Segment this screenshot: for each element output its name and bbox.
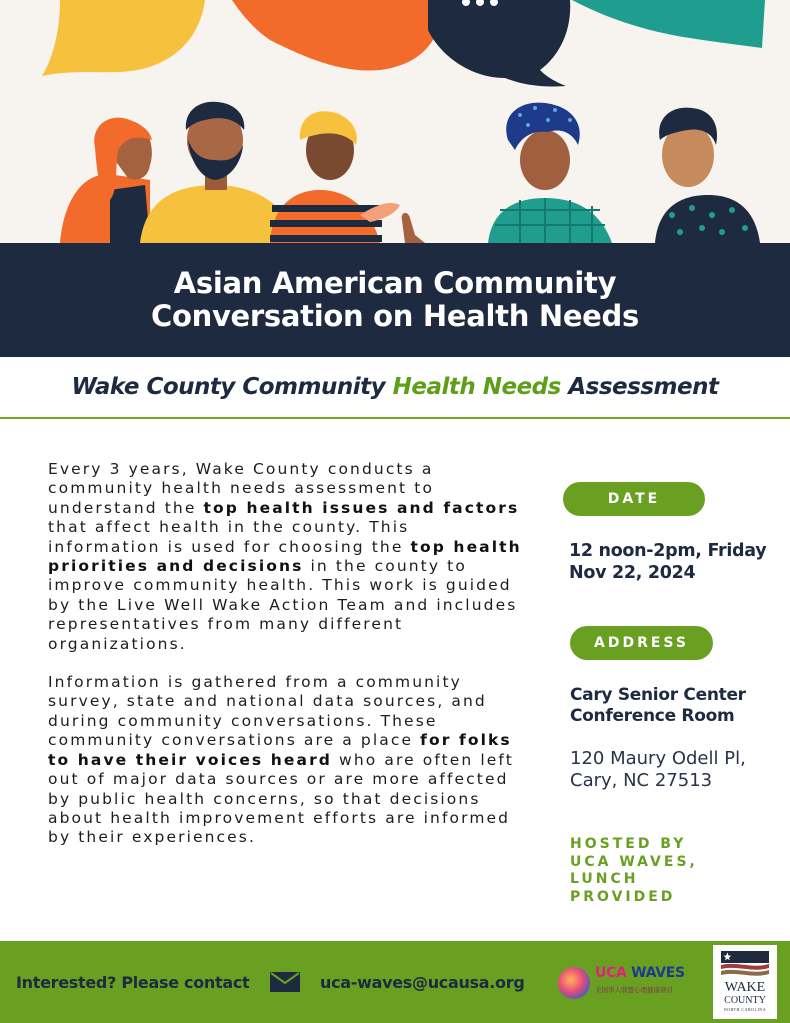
paragraph-1-text: that affect health in the county. This information is used for choosing the (48, 518, 411, 556)
subtitle-part-3: Assessment (560, 374, 719, 400)
raised-hand (402, 213, 425, 243)
hosted-line: UCA WAVES, (570, 853, 698, 870)
paragraph-2-text: Information is gathered from a community survey, state and national data sources, and during community conversations. These community conversations are a place (48, 673, 487, 750)
subtitle-part-1: Wake County Community (71, 374, 393, 400)
subtitle-row (0, 357, 790, 419)
paragraph-1-bold: top health issues and factors (203, 498, 520, 517)
paragraph-1-bold: top health priorities and decisions (48, 537, 522, 576)
teal-speech-bubble (572, 0, 765, 48)
uca-waves-subtitle: 美国华人联盟心理健康项目 (595, 986, 673, 994)
yellow-speech-bubble (42, 0, 205, 76)
contact-label: Interested? Please contact (16, 973, 250, 992)
paragraph-1-text: in the county to improve community health. This work is guided by the Live Well Wake Action Team and includes representatives from many different organizations. (48, 557, 518, 653)
people-illustration (0, 0, 790, 243)
paragraph-2-bold: for folks to have their voices heard (48, 731, 512, 769)
wake-logo-line-1: WAKE (724, 980, 766, 995)
person-polka-dot (655, 108, 760, 243)
title-line-1: Asian American Community (173, 266, 617, 300)
date-line-2: Nov 22, 2024 (569, 563, 696, 583)
hosted-line: HOSTED BY (570, 836, 687, 852)
uca-waves-emblem (558, 967, 590, 999)
wake-county-emblem (721, 951, 769, 979)
paragraph-2-text: who are often left out of major data sources or are more affected by public health concerns, so that decisions about health improvement efforts are informed by their experiences. (48, 750, 514, 847)
subtitle (72, 374, 719, 400)
address-label-pill: ADDRESS (570, 626, 713, 660)
title-line-2: Conversation on Health Needs (151, 299, 639, 333)
paragraph-2 (48, 673, 526, 848)
uca-waves-name (595, 965, 685, 981)
paragraph-1 (48, 460, 526, 654)
uca-waves-logo (558, 963, 698, 1003)
uca-name-a: UCA (595, 965, 627, 981)
orange-speech-bubble (232, 0, 441, 71)
street-address: 120 Maury Odell Pl, (570, 748, 746, 769)
uca-name-b: WAVES (626, 965, 685, 981)
venue-line-2: Conference Room (570, 706, 735, 726)
hosted-line: LUNCH (570, 871, 639, 887)
paragraph-1-text: Every 3 years, Wake County conducts a community health needs assessment to understand the (48, 460, 435, 517)
contact-email-link[interactable]: uca-waves@ucausa.org (320, 973, 525, 992)
wake-logo-line-3: NORTH CAROLINA (723, 1007, 767, 1012)
title-band (0, 243, 790, 357)
page-title (151, 267, 639, 333)
hosted-line: PROVIDED (570, 888, 676, 905)
city-address: Cary, NC 27513 (570, 770, 713, 791)
person-red-hair (60, 118, 152, 243)
date-label-pill: DATE (563, 482, 705, 516)
body-text (48, 460, 526, 867)
person-striped-shirt (270, 111, 400, 243)
person-teal-shirt (488, 103, 612, 243)
venue-line-1: Cary Senior Center (570, 685, 746, 705)
navy-speech-bubble (428, 0, 570, 87)
wake-logo-line-2: COUNTY (724, 995, 766, 1006)
footer (0, 941, 790, 1023)
date-line-1: 12 noon-2pm, Friday (569, 541, 767, 561)
envelope-icon (270, 972, 300, 992)
hero-illustration (0, 0, 790, 243)
subtitle-highlight: Health Needs (392, 374, 561, 400)
hosted-by-note (570, 836, 698, 906)
wake-county-logo (713, 945, 777, 1019)
